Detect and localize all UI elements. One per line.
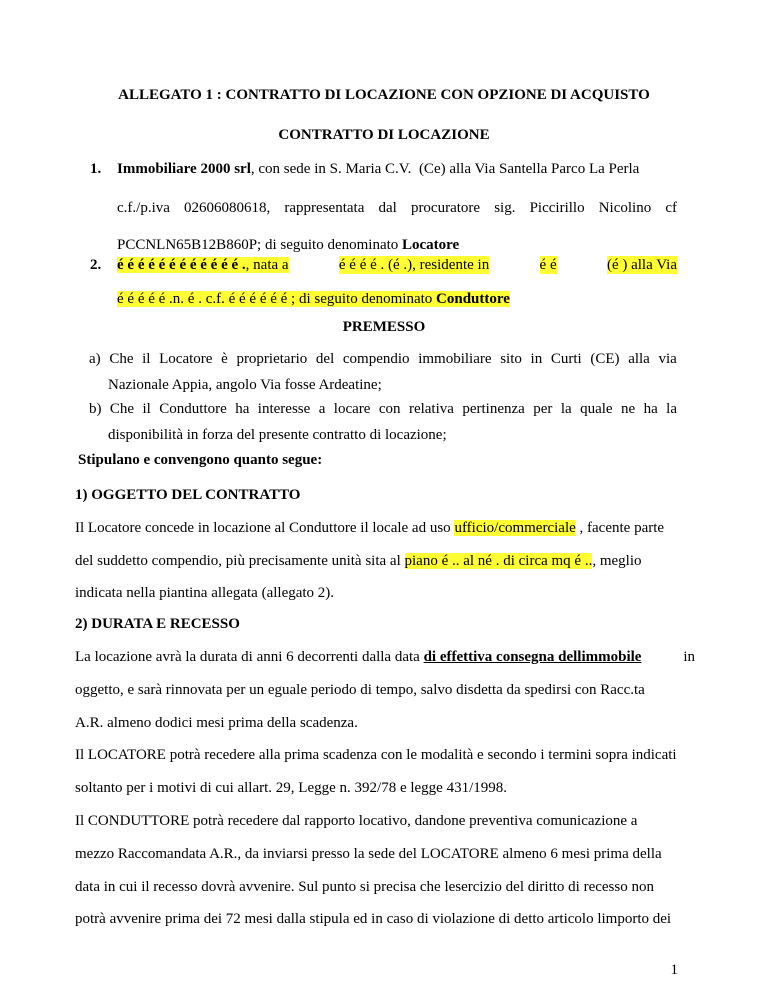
word: sig. (494, 200, 516, 216)
word: la (560, 401, 572, 417)
word: é é (539, 257, 557, 273)
section2-line2: oggetto, e sarà rinnovata per un eguale periodo di tempo, salvo disdetta da spedirsi con Racc.ta (75, 682, 645, 698)
premesso-a-line1 (89, 350, 677, 368)
word: é é é é . (é .), residente in (338, 257, 490, 273)
text: La locazione avrà la durata di anni 6 decorrenti dalla data (75, 649, 424, 665)
premesso-a-line2: Nazionale Appia, angolo Via fosse Ardeatine; (108, 377, 382, 393)
party1-name: Immobiliare 2000 srl (117, 161, 251, 177)
word: b) (89, 401, 102, 417)
party1-line2 (117, 199, 677, 217)
word: (é ) alla Via (606, 257, 677, 273)
word: ha (643, 401, 658, 417)
word: Piccirillo (529, 200, 585, 216)
word: 02606080618, (184, 200, 271, 216)
word: il (142, 401, 151, 417)
word: ha (235, 401, 250, 417)
party2-name-placeholder: é é é é é é é é é é é é . (117, 257, 246, 273)
party1-line3 (117, 236, 459, 254)
section1-title: 1) OGGETTO DEL CONTRATTO (75, 487, 301, 503)
word: Nicolino (598, 200, 652, 216)
section1-line3: indicata nella piantina allegata (allegato 2). (75, 585, 335, 601)
word: quale (580, 401, 613, 417)
word: dal (378, 200, 397, 216)
text: in (683, 649, 695, 665)
word: compendio (342, 351, 410, 367)
word: via (658, 351, 677, 367)
section2-line6: Il CONDUTTORE potrà recedere dal rapporto locativo, dandone preventiva comunicazione a (75, 813, 638, 829)
word: il (142, 351, 151, 367)
use-type-highlight: ufficio/commerciale (454, 520, 576, 536)
text: , meglio (592, 553, 642, 569)
section2-line4: Il LOCATORE potrà recedere alla prima scadenza con le modalità e secondo i termini sopra indicati (75, 747, 677, 763)
text: , facente parte (575, 520, 665, 536)
party1-number: 1. (90, 161, 102, 177)
premesso-title: PREMESSO (342, 319, 426, 335)
word: alla (628, 351, 650, 367)
word: locare (333, 401, 371, 417)
word: proprietario (236, 351, 308, 367)
word: Curti (550, 351, 582, 367)
page-number: 1 (670, 962, 678, 978)
annex-title: ALLEGATO 1 : CONTRATTO DI LOCAZIONE CON OPZIONE DI ACQUISTO (118, 87, 650, 103)
contract-title: CONTRATTO DI LOCAZIONE (278, 127, 490, 143)
party1-tax-code: PCCNLN65B12B860P; di seguito denominato (117, 237, 403, 253)
section2-line3: A.R. almeno dodici mesi prima della scadenza. (75, 715, 358, 731)
word: rappresentata (284, 200, 365, 216)
word: a (318, 401, 326, 417)
section2-line5: soltanto per i motivi di cui allart. 29, Legge n. 392/78 e legge 431/1998. (75, 780, 507, 796)
word: interesse (257, 401, 311, 417)
word: immobiliare (418, 351, 492, 367)
unit-placeholder-highlight: piano é .. al né . di circa mq é .. (404, 553, 593, 569)
word: la (666, 401, 677, 417)
word: è (221, 351, 228, 367)
section1-line1 (75, 519, 664, 537)
word: Che (109, 351, 134, 367)
word: ne (620, 401, 636, 417)
word: Conduttore (159, 401, 227, 417)
word: procuratore (410, 200, 481, 216)
word: del (315, 351, 335, 367)
text: del suddetto compendio, più precisamente unità sita al (75, 553, 405, 569)
word: cf (665, 200, 677, 216)
word: con (378, 401, 401, 417)
party2-line2 (117, 290, 510, 308)
word: pertinenza (462, 401, 525, 417)
word: sito (500, 351, 522, 367)
word: c.f./p.iva (117, 200, 170, 216)
party1-address-b: (Ce) alla Via Santella Parco La Perla (418, 161, 640, 177)
party2-number: 2. (90, 257, 102, 273)
section2-line7: mezzo Raccomandata A.R., da inviarsi presso la sede del LOCATORE almeno 6 mesi prima della (75, 846, 662, 862)
word: Che (109, 401, 135, 417)
text: Il Locatore concede in locazione al Conduttore il locale ad uso (75, 520, 455, 536)
party2-line1 (117, 256, 677, 274)
word: (CE) (590, 351, 620, 367)
word: a) (89, 351, 101, 367)
section2-line1 (75, 648, 695, 666)
premesso-b-line2: disponibilità in forza del presente contratto di locazione; (108, 427, 447, 443)
word: in (530, 351, 543, 367)
premesso-b-line1 (89, 400, 677, 418)
word: Locatore (159, 351, 213, 367)
locatore-label: Locatore (402, 237, 460, 253)
delivery-clause: di effettiva consegna dellimmobile (423, 649, 642, 665)
stipulano-heading: Stipulano e convengono quanto segue: (78, 452, 323, 468)
party1-line1 (117, 160, 677, 178)
party2-address-placeholder: é é é é é .n. é . c.f. é é é é é é ; di seguito denominato (117, 291, 437, 307)
section2-title: 2) DURATA E RECESSO (75, 616, 240, 632)
party1-address-a: , con sede in S. Maria C.V. (250, 161, 412, 177)
section2-line8: data in cui il recesso dovrà avvenire. Sul punto si precisa che lesercizio del diritto di recesso non (75, 879, 654, 895)
word: per (533, 401, 553, 417)
word: relativa (408, 401, 454, 417)
section2-line9: potrà avvenire prima dei 72 mesi dalla stipula ed in caso di violazione di detto articolo limporto dei (75, 911, 672, 927)
section1-line2 (75, 552, 642, 570)
conduttore-label: Conduttore (436, 291, 510, 307)
word: , nata a (245, 257, 289, 273)
